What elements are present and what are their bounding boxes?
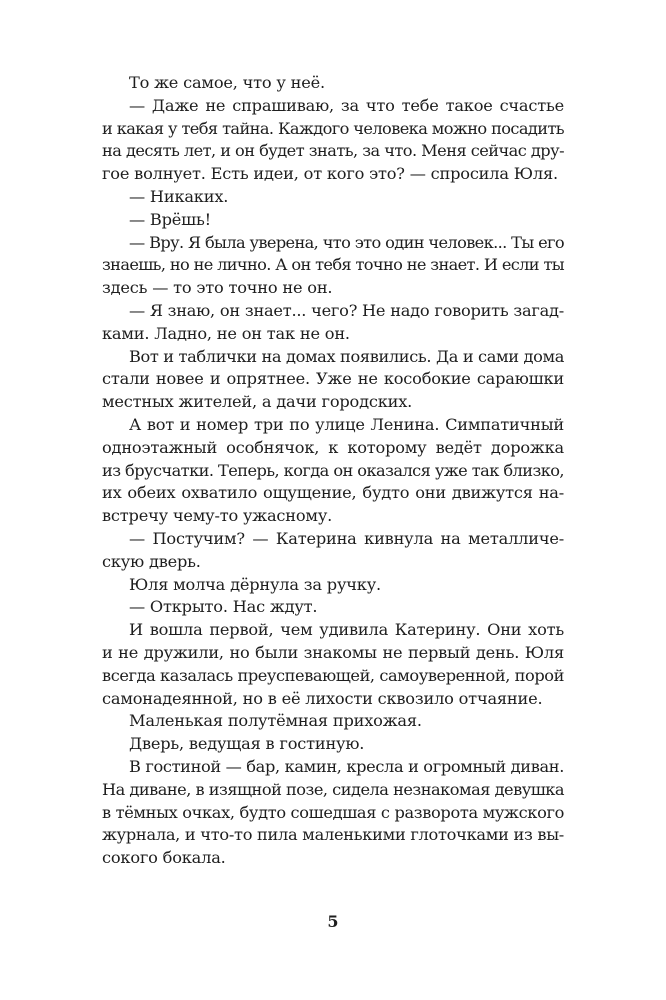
text-line: — Врёшь! (129, 209, 211, 229)
text-line: журнала, и что-то пила маленькими глоточками из вы- (102, 825, 564, 845)
text-line: На диване, в изящной позе, сидела незнакомая девушка (102, 779, 564, 799)
text-line: — Я знаю, он знает... чего? Не надо говорить загад- (129, 300, 565, 320)
text-line: их обеих охватило ощущение, будто они движутся на- (102, 483, 564, 503)
text-line: ками. Ладно, не он так не он. (102, 323, 350, 343)
text-line: самонадеянной, но в её лихости сквозило отчаяние. (102, 688, 543, 708)
text-line: — Никаких. (129, 186, 229, 206)
text-line: Вот и таблички на домах появились. Да и сами дома (129, 346, 565, 366)
text-line: всегда казалась преуспевающей, самоуверенной, порой (102, 665, 564, 685)
text-line: одноэтажный особнячок, к которому ведёт дорожка (102, 437, 564, 457)
page-number: 5 (327, 912, 339, 931)
text-line: Маленькая полутёмная прихожая. (129, 711, 422, 731)
text-line: — Даже не спрашиваю, за что тебе такое счастье (129, 95, 564, 115)
text-line: И вошла первой, чем удивила Катерину. Они хоть (129, 620, 564, 640)
text-line: — Вру. Я была уверена, что это один человек... Ты его (129, 232, 565, 252)
text-line: знаешь, но не лично. А он тебя точно не знает. И если ты (102, 255, 565, 275)
text-line: из брусчатки. Теперь, когда он оказался уже так близко, (102, 460, 564, 480)
body-text (102, 72, 564, 870)
text-line: и какая у тебя тайна. Каждого человека можно посадить (102, 118, 565, 138)
text-line: Дверь, ведущая в гостиную. (129, 734, 365, 754)
text-line: в тёмных очках, будто сошедшая с разворота мужского (102, 802, 565, 822)
text-line: скую дверь. (102, 551, 201, 571)
text-line: В гостиной — бар, камин, кресла и огромный диван. (129, 756, 564, 776)
text-line: и не дружили, но были знакомы не первый день. Юля (102, 642, 564, 662)
text-line: сокого бокала. (102, 848, 226, 868)
text-line: А вот и номер три по улице Ленина. Симпатичный (129, 414, 564, 434)
text-line: встречу чему-то ужасному. (102, 506, 333, 526)
text-line: гое волнует. Есть идеи, от кого это? — спросила Юля. (102, 164, 558, 184)
text-line: здесь — то это точно не он. (102, 278, 333, 298)
text-line: То же самое, что у неё. (129, 73, 325, 92)
text-line: — Открыто. Нас ждут. (129, 597, 318, 617)
text-line: — Постучим? — Катерина кивнула на металличе- (129, 528, 564, 548)
text-line: Юля молча дёрнула за ручку. (129, 574, 381, 594)
text-line: на десять лет, и он будет знать, за что. Меня сейчас дру- (102, 141, 565, 161)
text-line: местных жителей, а дачи городских. (102, 392, 413, 412)
text-line: стали новее и опрятнее. Уже не кособокие сараюшки (102, 369, 564, 389)
